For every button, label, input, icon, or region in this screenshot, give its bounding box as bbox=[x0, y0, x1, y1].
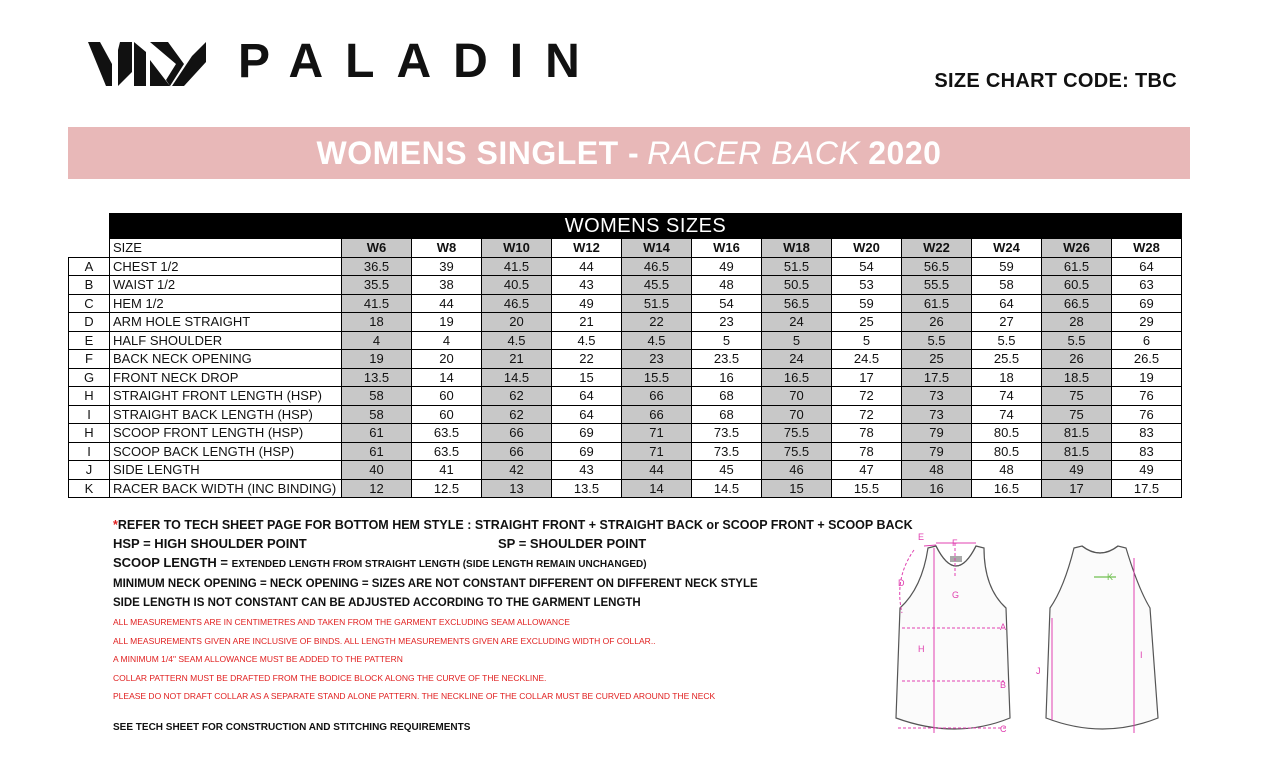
table-cell: 70 bbox=[762, 405, 832, 424]
front-view bbox=[896, 546, 1010, 729]
table-cell: 79 bbox=[902, 442, 972, 461]
table-cell: 49 bbox=[1112, 461, 1182, 480]
table-cell: 56.5 bbox=[902, 257, 972, 276]
table-cell: 49 bbox=[1042, 461, 1112, 480]
table-cell: 29 bbox=[1112, 313, 1182, 332]
table-cell: 17.5 bbox=[1112, 479, 1182, 498]
table-cell: 53 bbox=[832, 276, 902, 295]
table-cell: 16 bbox=[692, 368, 762, 387]
table-cell: 15.5 bbox=[832, 479, 902, 498]
row-letter: G bbox=[69, 368, 110, 387]
table-cell: 60 bbox=[412, 387, 482, 406]
table-cell: 45.5 bbox=[622, 276, 692, 295]
table-cell: 62 bbox=[482, 387, 552, 406]
row-letter: H bbox=[69, 424, 110, 443]
table-cell: 70 bbox=[762, 387, 832, 406]
table-cell: 25 bbox=[832, 313, 902, 332]
note-scoop-detail: EXTENDED LENGTH FROM STRAIGHT LENGTH (SIDE LENGTH REMAIN UNCHANGED) bbox=[231, 559, 647, 570]
table-cell: 15 bbox=[552, 368, 622, 387]
table-cell: 76 bbox=[1112, 387, 1182, 406]
table-cell: 16.5 bbox=[972, 479, 1042, 498]
label-g: G bbox=[952, 590, 960, 600]
table-cell: 63 bbox=[1112, 276, 1182, 295]
table-cell: 4.5 bbox=[482, 331, 552, 350]
table-corner bbox=[69, 214, 110, 239]
table-cell: 81.5 bbox=[1042, 442, 1112, 461]
table-cell: 40 bbox=[342, 461, 412, 480]
table-cell: 26.5 bbox=[1112, 350, 1182, 369]
table-cell: 48 bbox=[972, 461, 1042, 480]
table-cell: 60.5 bbox=[1042, 276, 1112, 295]
row-letter: B bbox=[69, 276, 110, 295]
row-measurement-label: WAIST 1/2 bbox=[110, 276, 342, 295]
table-cell: 78 bbox=[832, 442, 902, 461]
table-cell: 24 bbox=[762, 313, 832, 332]
brand-logo bbox=[88, 35, 628, 90]
table-cell: 75.5 bbox=[762, 424, 832, 443]
note-hem-text: REFER TO TECH SHEET PAGE FOR BOTTOM HEM STYLE : STRAIGHT FRONT + STRAIGHT BACK or SCOOP FRONT + SCOOP BACK bbox=[117, 518, 913, 532]
table-row bbox=[69, 368, 1182, 387]
size-header-cell: W8 bbox=[412, 239, 482, 258]
table-cell: 64 bbox=[552, 405, 622, 424]
table-cell: 60 bbox=[412, 405, 482, 424]
table-cell: 13.5 bbox=[342, 368, 412, 387]
table-cell: 45 bbox=[692, 461, 762, 480]
table-cell: 16 bbox=[902, 479, 972, 498]
note-hsp: HSP = HIGH SHOULDER POINT bbox=[113, 536, 307, 551]
table-cell: 73 bbox=[902, 387, 972, 406]
table-cell: 24.5 bbox=[832, 350, 902, 369]
table-cell: 19 bbox=[412, 313, 482, 332]
table-cell: 14.5 bbox=[482, 368, 552, 387]
size-chart-table bbox=[68, 213, 1182, 498]
table-row bbox=[69, 387, 1182, 406]
table-cell: 59 bbox=[832, 294, 902, 313]
table-cell: 16.5 bbox=[762, 368, 832, 387]
garment-diagram bbox=[888, 528, 1188, 750]
table-cell: 58 bbox=[342, 387, 412, 406]
table-cell: 80.5 bbox=[972, 442, 1042, 461]
table-cell: 41.5 bbox=[342, 294, 412, 313]
table-cell: 66.5 bbox=[1042, 294, 1112, 313]
note-red-1: ALL MEASUREMENTS ARE IN CENTIMETRES AND TAKEN FROM THE GARMENT EXCLUDING SEAM ALLOWANCE bbox=[113, 617, 570, 627]
table-cell: 5.5 bbox=[902, 331, 972, 350]
table-cell: 83 bbox=[1112, 442, 1182, 461]
table-row bbox=[69, 313, 1182, 332]
label-b: B bbox=[1000, 680, 1007, 690]
table-cell: 38 bbox=[412, 276, 482, 295]
table-cell: 43 bbox=[552, 276, 622, 295]
table-cell: 17 bbox=[832, 368, 902, 387]
table-cell: 28 bbox=[1042, 313, 1112, 332]
table-cell: 76 bbox=[1112, 405, 1182, 424]
table-cell: 58 bbox=[342, 405, 412, 424]
table-cell: 14 bbox=[412, 368, 482, 387]
table-cell: 12 bbox=[342, 479, 412, 498]
row-letter: I bbox=[69, 442, 110, 461]
row-measurement-label: HEM 1/2 bbox=[110, 294, 342, 313]
banner-title: WOMENS SINGLET - bbox=[316, 134, 640, 171]
size-header-cell: W24 bbox=[972, 239, 1042, 258]
table-cell: 5 bbox=[762, 331, 832, 350]
table-cell: 44 bbox=[622, 461, 692, 480]
brand-name: PALADIN bbox=[238, 35, 602, 88]
table-row bbox=[69, 257, 1182, 276]
row-letter: J bbox=[69, 461, 110, 480]
table-cell: 48 bbox=[692, 276, 762, 295]
table-row bbox=[69, 479, 1182, 498]
size-header-cell: W12 bbox=[552, 239, 622, 258]
table-cell: 56.5 bbox=[762, 294, 832, 313]
size-header-cell: W28 bbox=[1112, 239, 1182, 258]
table-cell: 14.5 bbox=[692, 479, 762, 498]
table-cell: 54 bbox=[692, 294, 762, 313]
table-cell: 18.5 bbox=[1042, 368, 1112, 387]
table-cell: 51.5 bbox=[762, 257, 832, 276]
table-cell: 75.5 bbox=[762, 442, 832, 461]
table-cell: 46.5 bbox=[622, 257, 692, 276]
table-cell: 68 bbox=[692, 405, 762, 424]
size-header-cell: W6 bbox=[342, 239, 412, 258]
table-cell: 43 bbox=[552, 461, 622, 480]
table-cell: 41 bbox=[412, 461, 482, 480]
table-cell: 4.5 bbox=[622, 331, 692, 350]
table-cell: 26 bbox=[1042, 350, 1112, 369]
table-cell: 23.5 bbox=[692, 350, 762, 369]
title-banner bbox=[68, 127, 1190, 179]
note-sp: SP = SHOULDER POINT bbox=[498, 536, 647, 551]
table-cell: 13.5 bbox=[552, 479, 622, 498]
size-header-cell: W20 bbox=[832, 239, 902, 258]
table-cell: 75 bbox=[1042, 405, 1112, 424]
row-measurement-label: STRAIGHT BACK LENGTH (HSP) bbox=[110, 405, 342, 424]
table-cell: 81.5 bbox=[1042, 424, 1112, 443]
table-row bbox=[69, 442, 1182, 461]
table-cell: 71 bbox=[622, 442, 692, 461]
table-cell: 17 bbox=[1042, 479, 1112, 498]
table-cell: 64 bbox=[552, 387, 622, 406]
table-cell: 80.5 bbox=[972, 424, 1042, 443]
table-cell: 20 bbox=[412, 350, 482, 369]
table-cell: 27 bbox=[972, 313, 1042, 332]
row-measurement-label: SCOOP BACK LENGTH (HSP) bbox=[110, 442, 342, 461]
table-cell: 15 bbox=[762, 479, 832, 498]
table-cell: 63.5 bbox=[412, 424, 482, 443]
label-f: F bbox=[952, 538, 958, 548]
note-red-5: PLEASE DO NOT DRAFT COLLAR AS A SEPARATE STAND ALONE PATTERN. THE NECKLINE OF THE COLLAR MUST BE CURVED AROUND THE NECK bbox=[113, 691, 716, 701]
label-j: J bbox=[1036, 666, 1041, 676]
table-cell: 72 bbox=[832, 405, 902, 424]
row-letter: C bbox=[69, 294, 110, 313]
table-cell: 5.5 bbox=[972, 331, 1042, 350]
table-cell: 22 bbox=[622, 313, 692, 332]
table-cell: 18 bbox=[342, 313, 412, 332]
table-corner bbox=[69, 239, 110, 258]
note-asterisk: * bbox=[113, 518, 118, 532]
banner-year: 2020 bbox=[868, 134, 942, 171]
label-a: A bbox=[1000, 622, 1007, 632]
row-measurement-label: SCOOP FRONT LENGTH (HSP) bbox=[110, 424, 342, 443]
note-footer: SEE TECH SHEET FOR CONSTRUCTION AND STITCHING REQUIREMENTS bbox=[113, 722, 471, 733]
label-k: K bbox=[1107, 572, 1114, 582]
row-letter: A bbox=[69, 257, 110, 276]
note-neck-opening: MINIMUM NECK OPENING = NECK OPENING = SIZES ARE NOT CONSTANT DIFFERENT ON DIFFERENT NECK STYLE bbox=[113, 578, 758, 590]
table-cell: 4 bbox=[412, 331, 482, 350]
table-title: WOMENS SIZES bbox=[110, 214, 1182, 239]
label-d: D bbox=[898, 578, 905, 588]
table-cell: 25.5 bbox=[972, 350, 1042, 369]
table-cell: 64 bbox=[972, 294, 1042, 313]
table-cell: 58 bbox=[972, 276, 1042, 295]
table-cell: 66 bbox=[622, 405, 692, 424]
note-hem-style bbox=[113, 516, 1013, 535]
table-cell: 6 bbox=[1112, 331, 1182, 350]
table-cell: 46 bbox=[762, 461, 832, 480]
table-row bbox=[69, 276, 1182, 295]
table-cell: 25 bbox=[902, 350, 972, 369]
table-cell: 44 bbox=[552, 257, 622, 276]
table-cell: 23 bbox=[622, 350, 692, 369]
label-i: I bbox=[1140, 650, 1143, 660]
table-cell: 13 bbox=[482, 479, 552, 498]
table-cell: 79 bbox=[902, 424, 972, 443]
row-measurement-label: SIDE LENGTH bbox=[110, 461, 342, 480]
table-cell: 44 bbox=[412, 294, 482, 313]
table-cell: 61 bbox=[342, 442, 412, 461]
table-cell: 71 bbox=[622, 424, 692, 443]
banner-style: RACER BACK bbox=[647, 134, 861, 171]
table-cell: 83 bbox=[1112, 424, 1182, 443]
table-cell: 69 bbox=[1112, 294, 1182, 313]
table-cell: 20 bbox=[482, 313, 552, 332]
note-scoop-head: SCOOP LENGTH = bbox=[113, 555, 232, 570]
table-cell: 21 bbox=[482, 350, 552, 369]
table-cell: 17.5 bbox=[902, 368, 972, 387]
size-label: SIZE bbox=[110, 239, 342, 258]
table-cell: 66 bbox=[482, 424, 552, 443]
table-cell: 49 bbox=[552, 294, 622, 313]
table-cell: 35.5 bbox=[342, 276, 412, 295]
table-cell: 73.5 bbox=[692, 442, 762, 461]
table-cell: 73.5 bbox=[692, 424, 762, 443]
label-c: C bbox=[1000, 724, 1007, 734]
row-measurement-label: STRAIGHT FRONT LENGTH (HSP) bbox=[110, 387, 342, 406]
row-measurement-label: ARM HOLE STRAIGHT bbox=[110, 313, 342, 332]
note-side-length: SIDE LENGTH IS NOT CONSTANT CAN BE ADJUSTED ACCORDING TO THE GARMENT LENGTH bbox=[113, 597, 641, 609]
table-cell: 24 bbox=[762, 350, 832, 369]
row-letter: H bbox=[69, 387, 110, 406]
row-letter: I bbox=[69, 405, 110, 424]
row-measurement-label: HALF SHOULDER bbox=[110, 331, 342, 350]
table-cell: 18 bbox=[972, 368, 1042, 387]
table-cell: 39 bbox=[412, 257, 482, 276]
table-cell: 21 bbox=[552, 313, 622, 332]
size-header-cell: W10 bbox=[482, 239, 552, 258]
table-row bbox=[69, 461, 1182, 480]
table-cell: 14 bbox=[622, 479, 692, 498]
table-row bbox=[69, 424, 1182, 443]
table-cell: 68 bbox=[692, 387, 762, 406]
table-cell: 78 bbox=[832, 424, 902, 443]
table-cell: 49 bbox=[692, 257, 762, 276]
table-cell: 59 bbox=[972, 257, 1042, 276]
table-cell: 46.5 bbox=[482, 294, 552, 313]
table-row bbox=[69, 294, 1182, 313]
row-letter: E bbox=[69, 331, 110, 350]
note-red-3: A MINIMUM 1/4" SEAM ALLOWANCE MUST BE ADDED TO THE PATTERN bbox=[113, 654, 403, 664]
table-cell: 5 bbox=[692, 331, 762, 350]
table-cell: 75 bbox=[1042, 387, 1112, 406]
row-measurement-label: CHEST 1/2 bbox=[110, 257, 342, 276]
notes-section bbox=[113, 516, 1013, 706]
table-cell: 40.5 bbox=[482, 276, 552, 295]
table-cell: 19 bbox=[342, 350, 412, 369]
table-row bbox=[69, 350, 1182, 369]
table-cell: 61.5 bbox=[902, 294, 972, 313]
size-header-cell: W26 bbox=[1042, 239, 1112, 258]
row-measurement-label: RACER BACK WIDTH (INC BINDING) bbox=[110, 479, 342, 498]
note-abbreviations bbox=[113, 535, 1013, 553]
table-cell: 54 bbox=[832, 257, 902, 276]
table-cell: 26 bbox=[902, 313, 972, 332]
table-cell: 74 bbox=[972, 405, 1042, 424]
table-cell: 55.5 bbox=[902, 276, 972, 295]
table-cell: 64 bbox=[1112, 257, 1182, 276]
size-chart-code: SIZE CHART CODE: TBC bbox=[934, 70, 1177, 92]
size-header-cell: W22 bbox=[902, 239, 972, 258]
note-red-4: COLLAR PATTERN MUST BE DRAFTED FROM THE BODICE BLOCK ALONG THE CURVE OF THE NECKLINE. bbox=[113, 672, 547, 683]
label-e: E bbox=[918, 532, 925, 542]
size-header-cell: W18 bbox=[762, 239, 832, 258]
back-view bbox=[1046, 546, 1158, 729]
paladin-logo-icon bbox=[88, 42, 208, 86]
size-header-cell: W14 bbox=[622, 239, 692, 258]
table-cell: 63.5 bbox=[412, 442, 482, 461]
table-cell: 4.5 bbox=[552, 331, 622, 350]
table-cell: 42 bbox=[482, 461, 552, 480]
table-cell: 12.5 bbox=[412, 479, 482, 498]
table-cell: 23 bbox=[692, 313, 762, 332]
table-cell: 72 bbox=[832, 387, 902, 406]
table-cell: 5.5 bbox=[1042, 331, 1112, 350]
table-cell: 74 bbox=[972, 387, 1042, 406]
row-letter: D bbox=[69, 313, 110, 332]
note-scoop-length bbox=[113, 553, 1013, 575]
table-cell: 51.5 bbox=[622, 294, 692, 313]
note-red-2: ALL MEASUREMENTS GIVEN ARE INCLUSIVE OF BINDS. ALL LENGTH MEASUREMENTS GIVEN ARE EXCLUDING WIDTH OF COLLAR.. bbox=[113, 635, 656, 646]
row-letter: K bbox=[69, 479, 110, 498]
table-cell: 22 bbox=[552, 350, 622, 369]
table-cell: 5 bbox=[832, 331, 902, 350]
table-cell: 61.5 bbox=[1042, 257, 1112, 276]
label-h: H bbox=[918, 644, 925, 654]
table-cell: 73 bbox=[902, 405, 972, 424]
table-cell: 62 bbox=[482, 405, 552, 424]
row-letter: F bbox=[69, 350, 110, 369]
table-row bbox=[69, 331, 1182, 350]
table-cell: 69 bbox=[552, 424, 622, 443]
table-row bbox=[69, 405, 1182, 424]
row-measurement-label: FRONT NECK DROP bbox=[110, 368, 342, 387]
row-measurement-label: BACK NECK OPENING bbox=[110, 350, 342, 369]
table-cell: 19 bbox=[1112, 368, 1182, 387]
table-cell: 66 bbox=[622, 387, 692, 406]
table-cell: 61 bbox=[342, 424, 412, 443]
table-cell: 69 bbox=[552, 442, 622, 461]
size-header-cell: W16 bbox=[692, 239, 762, 258]
table-cell: 50.5 bbox=[762, 276, 832, 295]
table-cell: 66 bbox=[482, 442, 552, 461]
table-cell: 47 bbox=[832, 461, 902, 480]
table-cell: 48 bbox=[902, 461, 972, 480]
table-cell: 4 bbox=[342, 331, 412, 350]
table-cell: 15.5 bbox=[622, 368, 692, 387]
table-cell: 36.5 bbox=[342, 257, 412, 276]
table-cell: 41.5 bbox=[482, 257, 552, 276]
